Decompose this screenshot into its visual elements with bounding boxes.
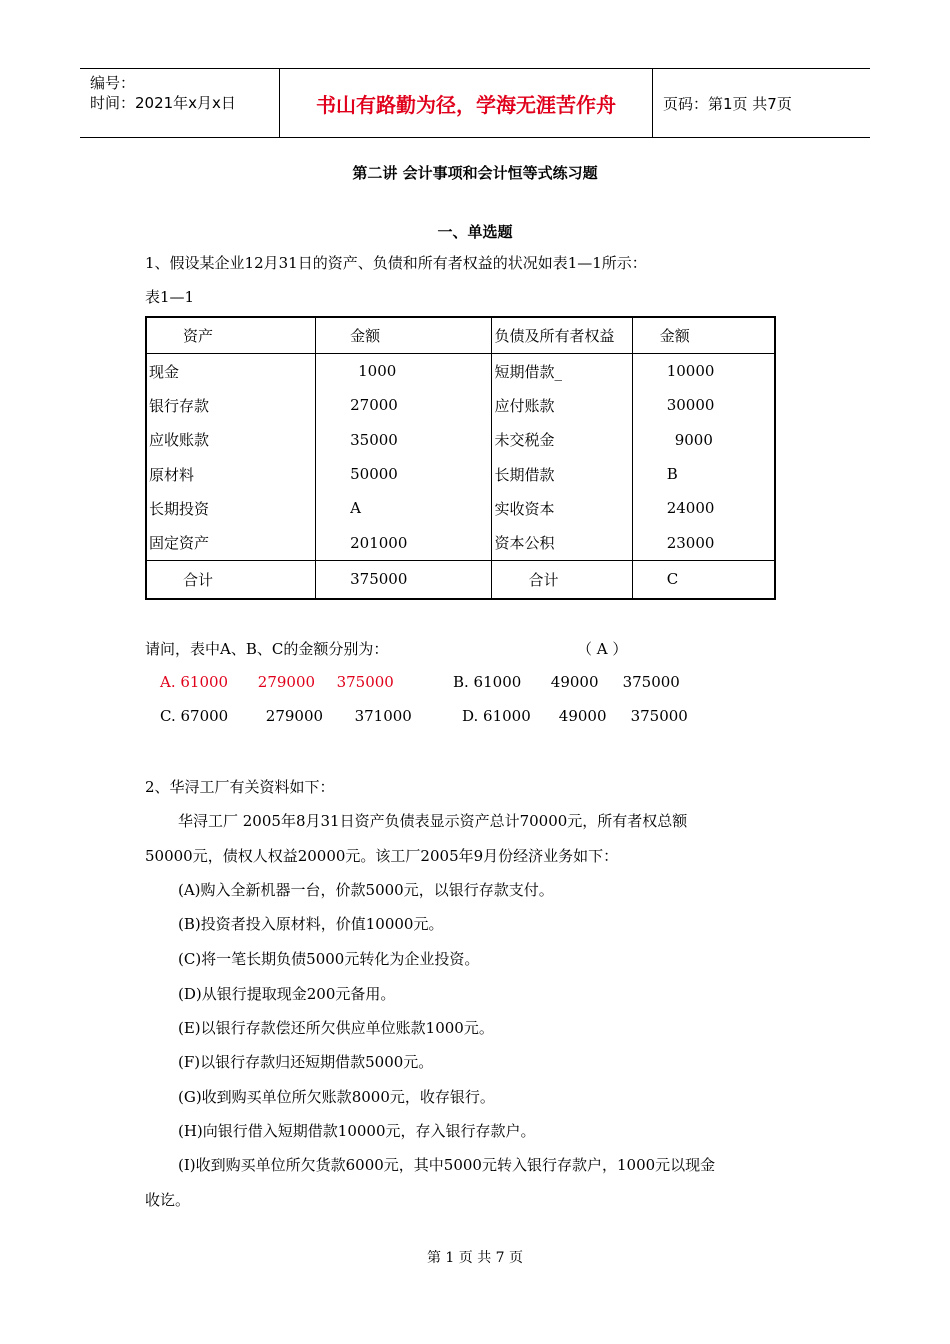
q1-question: 请问，表中A、B、C的金额分别为： [145,640,389,658]
option-a-value: 279000 [257,673,316,691]
table-cell: 原材料 [146,457,316,491]
table-cell: 24000 [632,491,775,525]
table-cell: 银行存款 [146,388,316,422]
table-cell: 应付账款 [492,388,632,422]
table-header-row [146,317,775,354]
header-motto: 书山有路勤为径，学海无涯苦作舟 [280,69,653,137]
page-header [80,68,870,138]
q2-item: (G)收到购买单位所欠账款8000元，收存银行。 [178,1088,495,1106]
option-a-value: A. 61000 [160,673,229,691]
q2-item: (D)从银行提取现金200元备用。 [178,985,396,1003]
table-row [146,525,775,560]
q2-item: (I)收到购买单位所欠货款6000元，其中5000元转入银行存款户，1000元以现金 [178,1156,716,1174]
table-cell: 201000 [316,525,492,560]
table-cell: 9000 [632,423,775,457]
table-row [146,423,775,457]
table-cell: 应收账款 [146,423,316,457]
q2-item: (F)以银行存款归还短期借款5000元。 [178,1053,434,1071]
balance-table [145,316,776,600]
total-value: C [632,560,775,599]
option-b-value: 375000 [622,673,680,691]
option-c-value: 371000 [354,707,412,725]
number-label: 编号： [90,74,136,92]
table-cell: 实收资本 [492,491,632,525]
table-cell: 未交税金 [492,423,632,457]
table-cell: 资本公积 [492,525,632,560]
option-d-value: D. 61000 [462,707,531,725]
table-cell: B [632,457,775,491]
total-label: 合计 [146,560,316,599]
q2-text: 2、华浔工厂有关资料如下： [145,778,335,796]
total-label: 合计 [492,560,632,599]
table-row [146,457,775,491]
table-cell: 1000 [316,354,492,389]
q2-item: (A)购入全新机器一台，价款5000元，以银行存款支付。 [178,881,554,899]
q2-para1: 华浔工厂 2005年8月31日资产负债表显示资产总计70000元，所有者权总额 [178,812,688,830]
q2-para2: 50000元，债权人权益20000元。该工厂2005年9月份经济业务如下： [145,847,619,865]
table-cell: 固定资产 [146,525,316,560]
option-d [462,707,688,725]
q1-answer: （ A ） [577,640,628,658]
option-c [160,707,412,725]
option-b-value: 49000 [550,673,599,691]
header-cell: 金额 [316,317,492,354]
page-footer: 第 1 页 共 7 页 [426,1250,524,1266]
option-b-value: B. 61000 [453,673,522,691]
option-c-value: 279000 [265,707,324,725]
header-cell: 资产 [146,317,316,354]
header-cell: 负债及所有者权益 [492,317,632,354]
option-c-value: C. 67000 [160,707,229,725]
time-label: 时间：2021年x月x日 [90,94,236,112]
table-row [146,354,775,389]
table-row [146,491,775,525]
option-a-value: 375000 [336,673,394,691]
section-title: 一、单选题 [437,223,513,241]
table-cell: 短期借款_ [492,354,632,389]
q2-item: (E)以银行存款偿还所欠供应单位账款1000元。 [178,1019,494,1037]
header-cell: 金额 [632,317,775,354]
option-d-value: 49000 [558,707,607,725]
table-cell: 10000 [632,354,775,389]
table-cell: 长期投资 [146,491,316,525]
q1-text: 1、假设某企业12月31日的资产、负债和所有者权益的状况如表1—1所示： [145,254,647,272]
q2-item: (C)将一笔长期负债5000元转化为企业投资。 [178,950,480,968]
q2-item-cont: 收讫。 [145,1191,191,1209]
table-cell: 35000 [316,423,492,457]
total-value: 375000 [316,560,492,599]
table-row [146,388,775,422]
table-cell: A [316,491,492,525]
option-b [453,673,680,691]
table-caption: 表1—1 [145,288,195,306]
table-cell: 27000 [316,388,492,422]
header-page-info: 页码：第1页 共7页 [663,94,792,113]
table-total-row [146,560,775,599]
option-d-value: 375000 [630,707,688,725]
table-cell: 现金 [146,354,316,389]
table-cell: 50000 [316,457,492,491]
table-cell: 23000 [632,525,775,560]
q2-item: (B)投资者投入原材料，价值10000元。 [178,915,444,933]
q2-item: (H)向银行借入短期借款10000元，存入银行存款户。 [178,1122,536,1140]
header-meta [80,69,280,137]
option-a [160,673,394,691]
table-cell: 30000 [632,388,775,422]
table-cell: 长期借款 [492,457,632,491]
doc-title: 第二讲 会计事项和会计恒等式练习题 [352,164,598,182]
